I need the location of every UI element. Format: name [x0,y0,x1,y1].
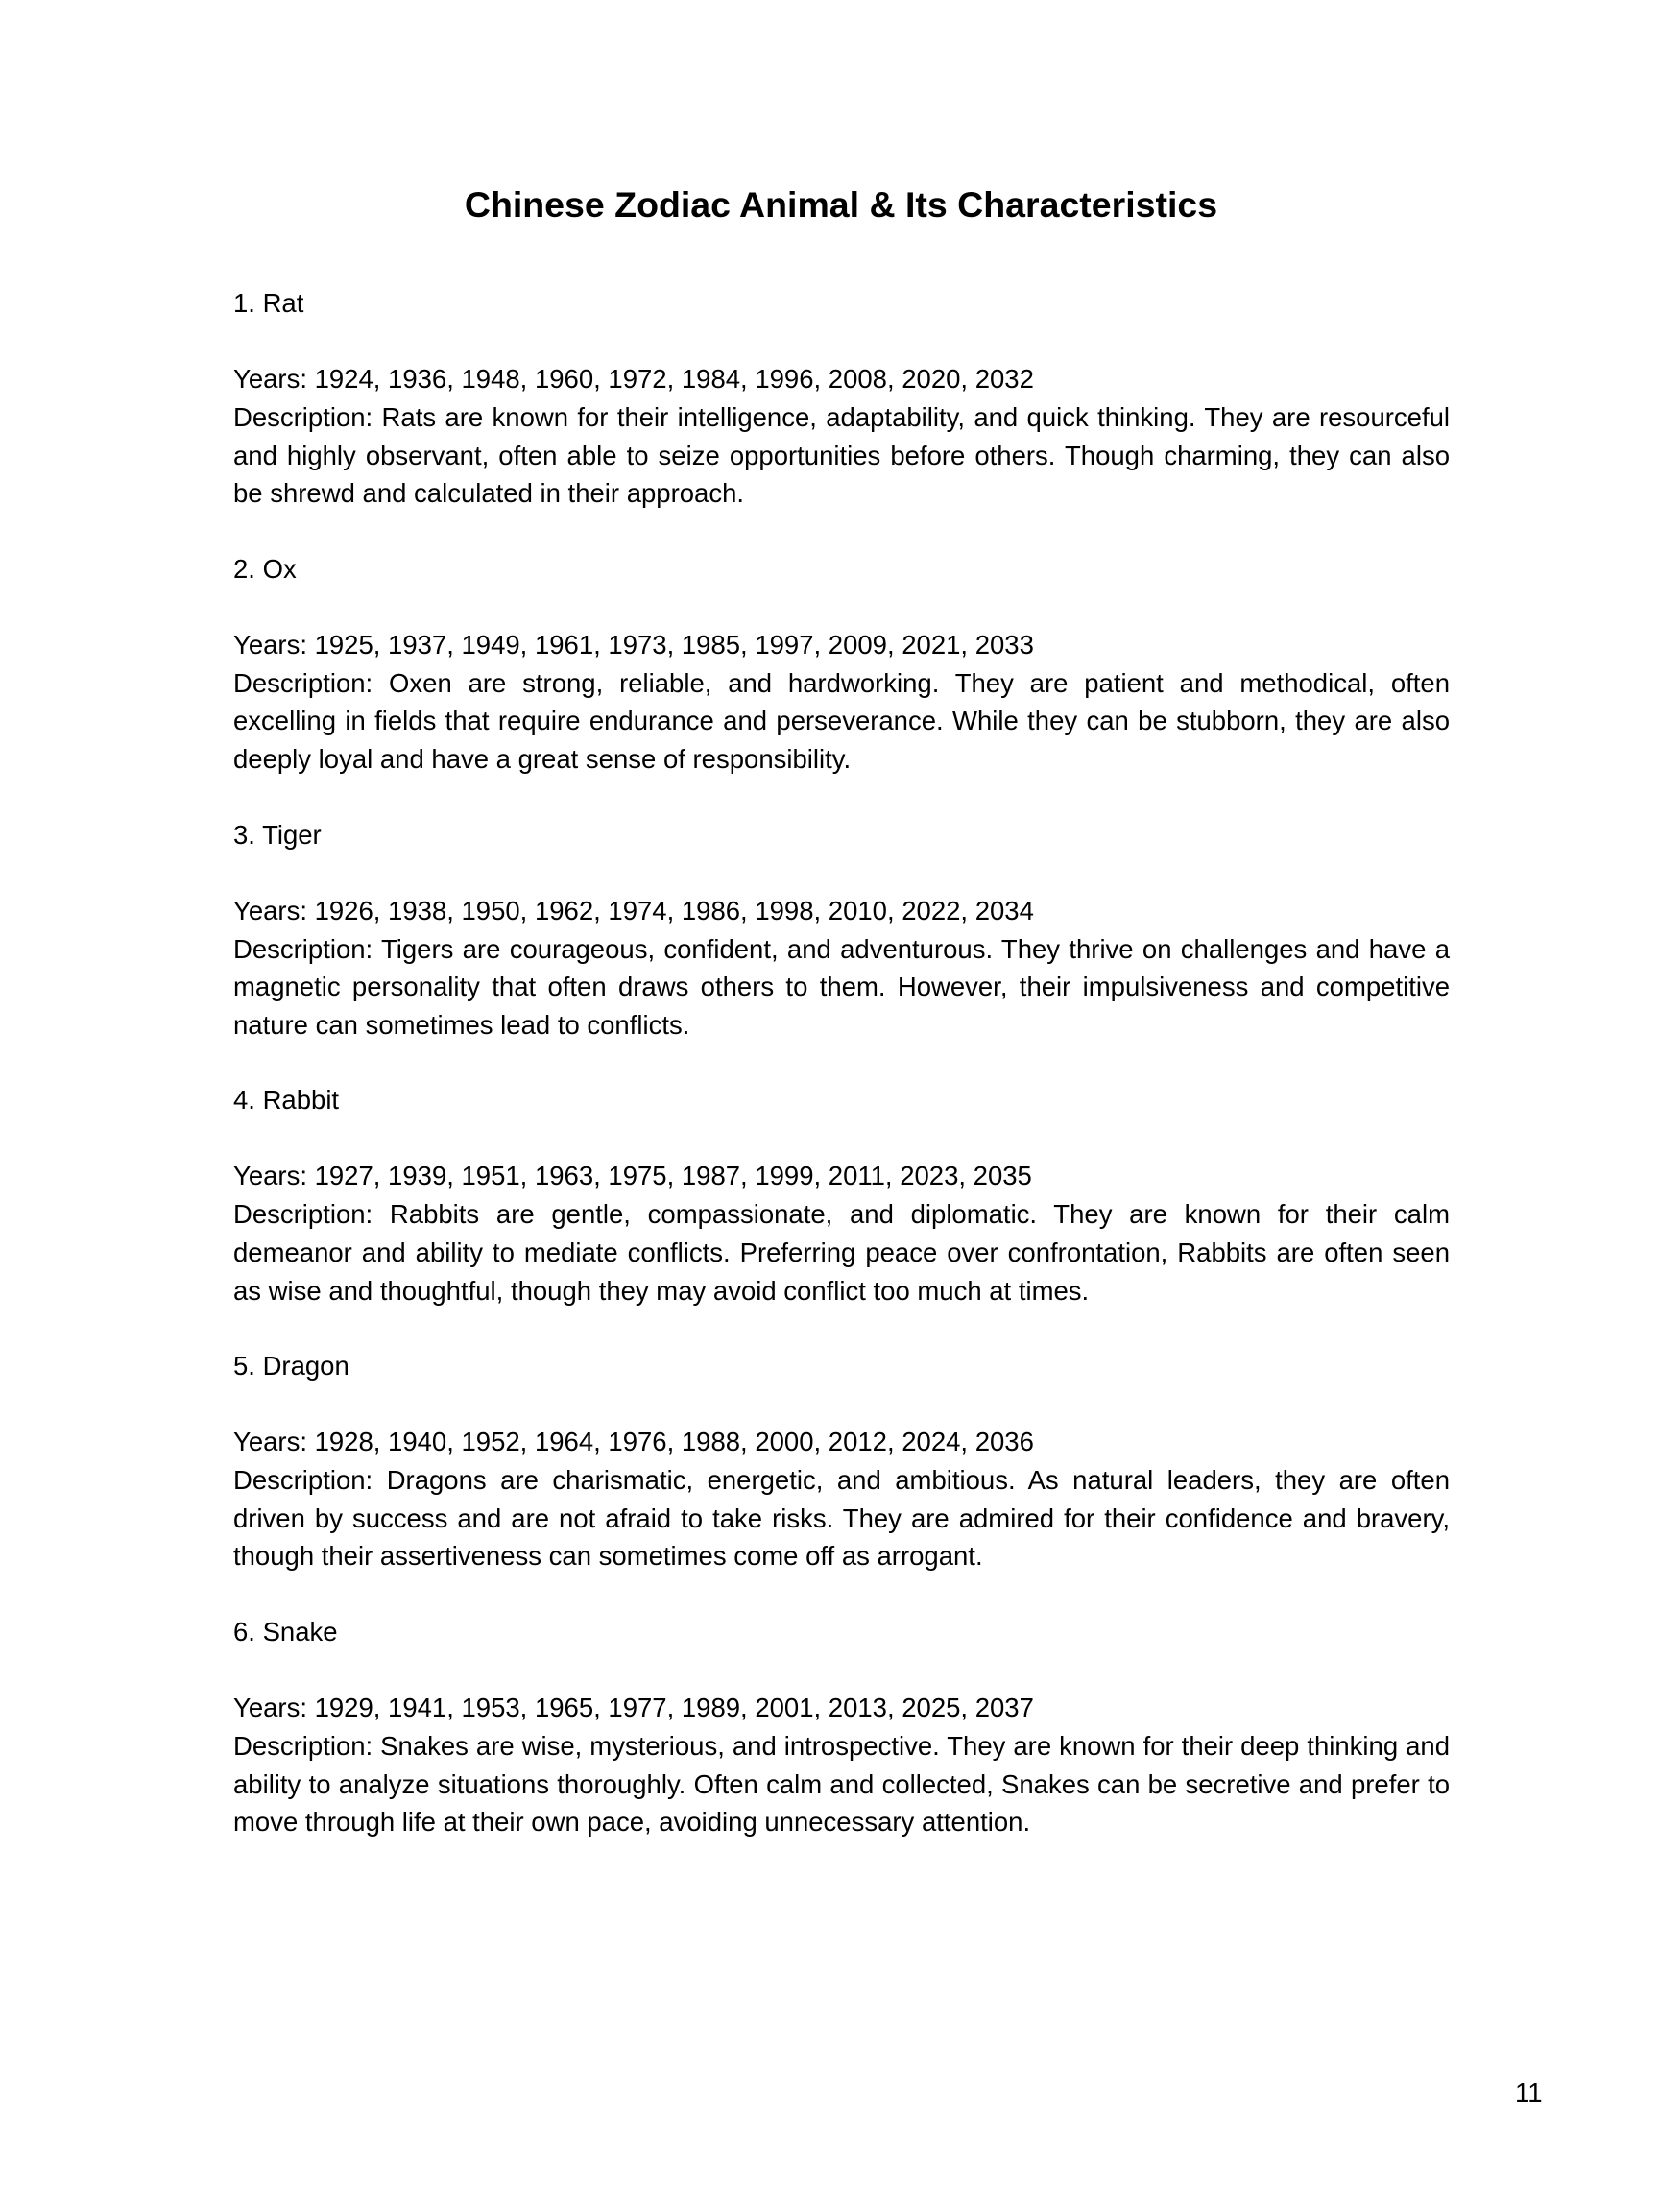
page-number: 11 [1515,2078,1543,2107]
entry-years: Years: 1929, 1941, 1953, 1965, 1977, 1989, 2001, 2013, 2025, 2037 [233,1692,1034,1722]
entry-description: Description: Tigers are courageous, confident, and adventurous. They thrive on challenges and have a magnetic personality that often draws others to them. However, their impulsiveness and competitive nature can sometimes lead to conflicts. [233,933,1450,1040]
entry-description: Description: Oxen are strong, reliable, and hardworking. They are patient and methodical, often excelling in fields that require endurance and perseverance. While they can be stubborn, they are also deeply loyal and have a great sense of responsibility. [233,667,1450,774]
entry-years: Years: 1925, 1937, 1949, 1961, 1973, 1985, 1997, 2009, 2021, 2033 [233,629,1034,660]
page-title: Chinese Zodiac Animal & Its Characteristics [464,184,1218,225]
zodiac-entry-rat [233,284,1450,513]
entry-heading: 5. Dragon [233,1351,349,1382]
entry-heading: 6. Snake [233,1616,338,1647]
entry-description: Description: Dragons are charismatic, energetic, and ambitious. As natural leaders, they are often driven by success and are not afraid to take risks. They are admired for their confidence and bravery, though their assertiveness can sometimes come off as arrogant. [233,1465,1450,1572]
entry-heading: 4. Rabbit [233,1085,340,1116]
zodiac-entry-ox [233,550,1450,779]
entry-years: Years: 1926, 1938, 1950, 1962, 1974, 1986, 1998, 2010, 2022, 2034 [233,895,1034,926]
zodiac-entry-tiger [233,816,1450,1045]
entry-years: Years: 1924, 1936, 1948, 1960, 1972, 1984, 1996, 2008, 2020, 2032 [233,364,1034,394]
zodiac-entry-rabbit [233,1081,1450,1310]
entry-description: Description: Snakes are wise, mysterious, and introspective. They are known for their deep thinking and ability to analyze situations thoroughly. Often calm and collected, Snakes can be secretive and prefer to move through life at their own pace, avoiding unnecessary attention. [233,1730,1450,1838]
zodiac-list [233,284,1450,1841]
entry-heading: 1. Rat [233,288,304,318]
zodiac-entry-dragon [233,1347,1450,1575]
entry-description: Description: Rabbits are gentle, compassionate, and diplomatic. They are known for their calm demeanor and ability to mediate conflicts. Preferring peace over confrontation, Rabbits are often seen as wise and thoughtful, though they may avoid conflict too much at times. [233,1199,1450,1306]
entry-description: Description: Rats are known for their intelligence, adaptability, and quick thinking. They are resourceful and highly observant, often able to seize opportunities before others. Though charming, they can also be shrewd and calculated in their approach. [233,402,1450,509]
entry-years: Years: 1928, 1940, 1952, 1964, 1976, 1988, 2000, 2012, 2024, 2036 [233,1427,1034,1457]
entry-years: Years: 1927, 1939, 1951, 1963, 1975, 1987, 1999, 2011, 2023, 2035 [233,1161,1032,1191]
entry-heading: 3. Tiger [233,819,322,850]
entry-heading: 2. Ox [233,553,297,584]
zodiac-entry-snake [233,1613,1450,1841]
